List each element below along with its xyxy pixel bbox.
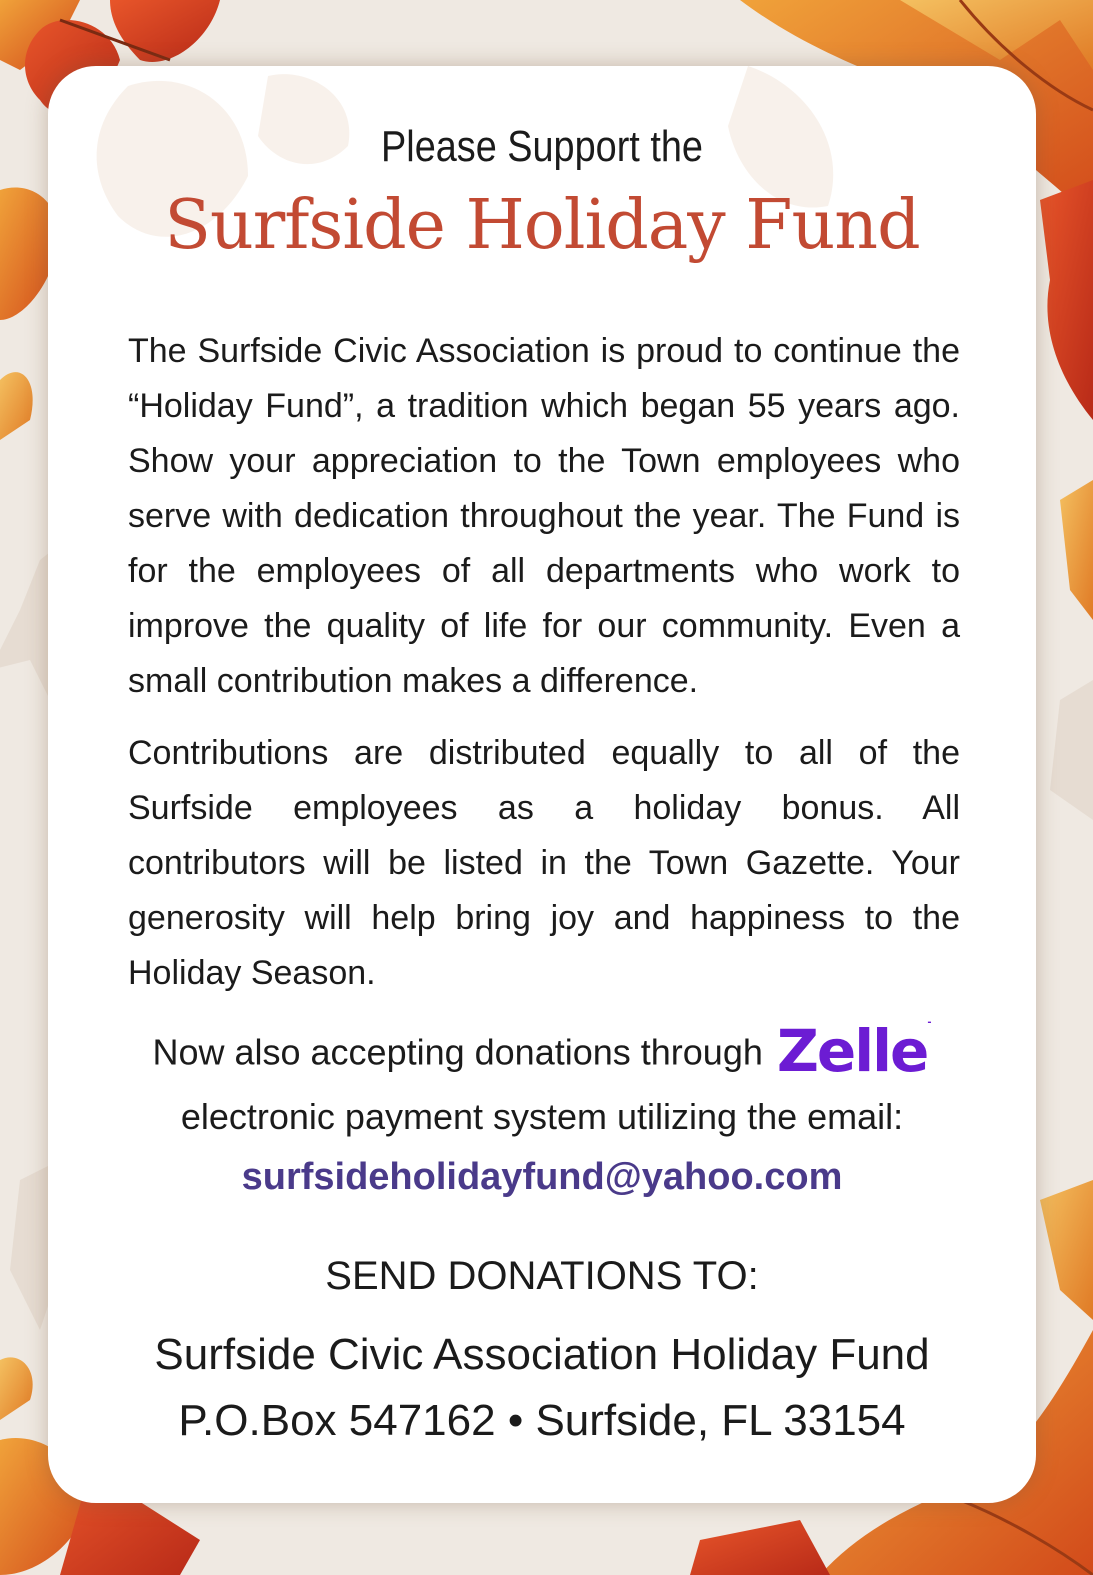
zelle-intro-text: Now also accepting donations through — [152, 1031, 763, 1073]
fund-title: Surfside Holiday Fund — [164, 186, 920, 265]
intro-paragraph: The Surfside Civic Association is proud to continue the “Holiday Fund”, a tradition which began 55 years ago. Show your appreciation to the Town employees who serve with dedication throughout the year. The Fund is for the employees of all departments who work to improve the quality of life for our community. Even a small contribution makes a difference. — [128, 332, 960, 700]
send-donations-heading: SEND DONATIONS TO: — [325, 1254, 759, 1298]
zelle-logo — [777, 1017, 932, 1085]
kicker-text: Please Support the — [381, 122, 703, 171]
address-line-1: Surfside Civic Association Holiday Fund — [154, 1330, 930, 1379]
donation-email[interactable]: surfsideholidayfund@yahoo.com — [241, 1156, 843, 1198]
zelle-second-line: electronic payment system utilizing the email: — [180, 1096, 904, 1137]
zelle-logo-mark: - — [927, 1017, 932, 1028]
zelle-intro-line — [48, 1017, 1036, 1089]
contributions-paragraph: Contributions are distributed equally to all of the Surfside employees as a holiday bonus. All contributors will be listed in the Town Gazette. Your generosity will help bring joy and happiness to the Holiday Season. — [128, 734, 960, 992]
content-card — [48, 66, 1036, 1503]
zelle-logo-text: Zelle — [776, 1017, 928, 1085]
address-line-2: P.O.Box 547162 • Surfside, FL 33154 — [178, 1396, 906, 1445]
